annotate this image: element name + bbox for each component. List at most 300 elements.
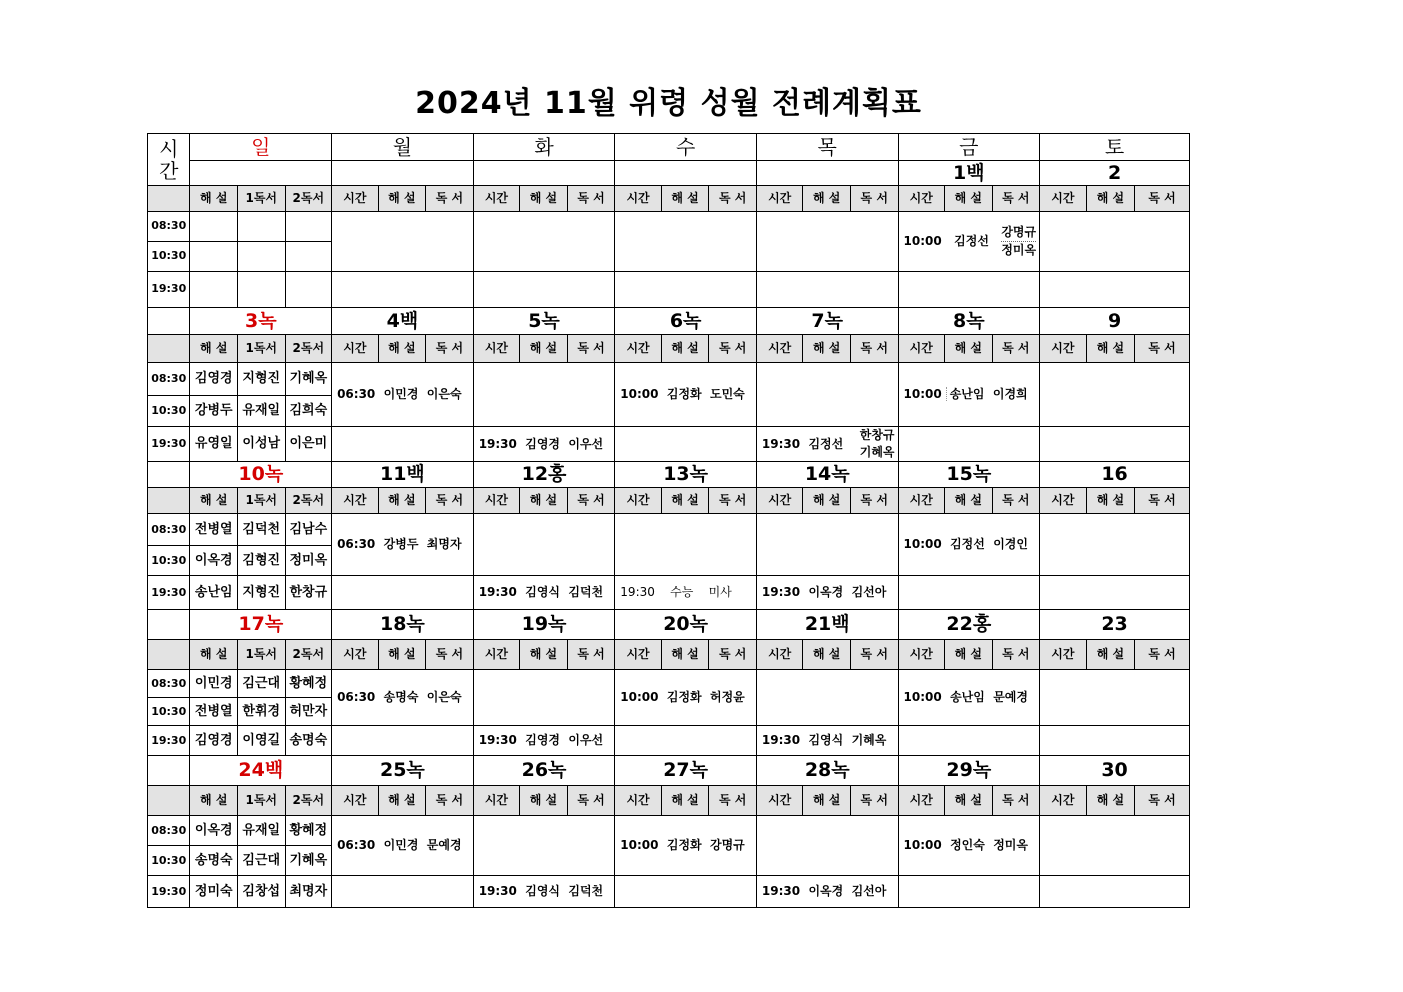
sub-header-weekday: 해 설 bbox=[945, 786, 993, 816]
sunday-minister: 정미숙 bbox=[190, 876, 238, 908]
event-wed bbox=[615, 272, 757, 308]
event-mon: 06:30 이민경 문예경 bbox=[332, 816, 474, 876]
sunday-minister: 전병열 bbox=[190, 514, 238, 546]
sub-header-weekday: 해 설 bbox=[520, 640, 568, 670]
sub-header-sunday: 해 설 bbox=[190, 786, 238, 816]
sub-header-sunday: 해 설 bbox=[190, 186, 238, 212]
date-thu: 14녹 bbox=[756, 462, 898, 488]
sunday-minister: 황혜정 bbox=[285, 816, 332, 846]
sub-header-weekday: 시간 bbox=[898, 488, 945, 514]
sub-header-weekday: 독 서 bbox=[992, 335, 1040, 363]
event-mon bbox=[332, 272, 474, 308]
table-row bbox=[148, 576, 1190, 610]
date-sat: 9 bbox=[1040, 308, 1190, 335]
date-wed: 27녹 bbox=[615, 756, 757, 786]
sub-header-sunday: 해 설 bbox=[190, 640, 238, 670]
sub-header-weekday: 독 서 bbox=[1135, 186, 1190, 212]
sub-header-sunday: 1독서 bbox=[238, 640, 286, 670]
sub-header-weekday: 독 서 bbox=[1135, 640, 1190, 670]
sub-header-weekday: 해 설 bbox=[378, 335, 426, 363]
sub-header-weekday: 독 서 bbox=[567, 335, 615, 363]
sunday-minister bbox=[285, 212, 332, 242]
date-tue: 19녹 bbox=[473, 610, 615, 640]
sub-header-weekday: 해 설 bbox=[945, 335, 993, 363]
sub-header-blank bbox=[148, 640, 190, 670]
sub-header-weekday: 시간 bbox=[898, 335, 945, 363]
sub-header-blank bbox=[148, 488, 190, 514]
event-wed bbox=[615, 427, 757, 462]
sub-header-weekday: 해 설 bbox=[378, 186, 426, 212]
event-fri: 10:00 송난임 문예경 bbox=[898, 670, 1040, 726]
sub-header-weekday: 독 서 bbox=[426, 488, 474, 514]
sub-header-weekday: 독 서 bbox=[992, 488, 1040, 514]
event-time-commentator: 19:30 김정선 bbox=[761, 436, 844, 451]
table-row bbox=[148, 514, 1190, 546]
sub-header-weekday: 시간 bbox=[473, 488, 520, 514]
event-fri bbox=[898, 363, 1040, 427]
day-header-tue: 화 bbox=[473, 134, 615, 161]
event-sat bbox=[1040, 272, 1190, 308]
sub-header-weekday: 시간 bbox=[473, 335, 520, 363]
sub-header-weekday: 시간 bbox=[756, 335, 803, 363]
date-sun bbox=[190, 161, 332, 186]
event-wed bbox=[615, 212, 757, 272]
event-sat bbox=[1040, 212, 1190, 272]
sub-header-weekday: 독 서 bbox=[709, 335, 757, 363]
sunday-minister bbox=[285, 242, 332, 272]
time-header-top: 시 bbox=[159, 136, 179, 161]
sub-header-blank bbox=[148, 186, 190, 212]
event-mon bbox=[332, 726, 474, 756]
sub-header-weekday: 독 서 bbox=[850, 786, 898, 816]
table-row bbox=[148, 462, 1190, 488]
event-tue: 19:30 김영경 이우선 bbox=[473, 726, 615, 756]
sub-header-weekday: 독 서 bbox=[1135, 786, 1190, 816]
sunday-minister: 김덕천 bbox=[238, 514, 286, 546]
sub-header-weekday: 독 서 bbox=[709, 640, 757, 670]
table-row bbox=[148, 726, 1190, 756]
date-sat: 16 bbox=[1040, 462, 1190, 488]
sub-header-sunday: 1독서 bbox=[238, 786, 286, 816]
sunday-minister: 송명숙 bbox=[285, 726, 332, 756]
sub-header-weekday: 해 설 bbox=[520, 786, 568, 816]
sub-header-weekday: 해 설 bbox=[803, 786, 851, 816]
event-reader-2: 정미옥 bbox=[1001, 243, 1037, 257]
date-fri: 29녹 bbox=[898, 756, 1040, 786]
date-sat: 23 bbox=[1040, 610, 1190, 640]
day-header-mon: 월 bbox=[332, 134, 474, 161]
time-label: 19:30 bbox=[148, 576, 190, 610]
event-time: 10:00 bbox=[903, 233, 942, 248]
sub-header-weekday: 해 설 bbox=[378, 488, 426, 514]
time-label: 10:30 bbox=[148, 698, 190, 726]
sunday-minister: 김형진 bbox=[238, 546, 286, 576]
event-wed: 10:00 김정화 도민숙 bbox=[615, 363, 757, 427]
sub-header-weekday: 시간 bbox=[756, 786, 803, 816]
event-sat bbox=[1040, 816, 1190, 876]
table-row bbox=[148, 488, 1190, 514]
time-label: 08:30 bbox=[148, 514, 190, 546]
sunday-minister: 한휘경 bbox=[238, 698, 286, 726]
date-thu bbox=[756, 161, 898, 186]
time-label: 10:30 bbox=[148, 846, 190, 876]
date-spacer bbox=[148, 610, 190, 640]
sub-header-sunday: 2독서 bbox=[285, 488, 332, 514]
date-tue: 5녹 bbox=[473, 308, 615, 335]
sub-header-blank bbox=[148, 786, 190, 816]
event-fri bbox=[898, 876, 1040, 908]
time-label: 19:30 bbox=[148, 726, 190, 756]
sub-header-weekday: 독 서 bbox=[709, 786, 757, 816]
sub-header-weekday: 시간 bbox=[332, 640, 379, 670]
sunday-minister: 송난임 bbox=[190, 576, 238, 610]
table-row bbox=[148, 876, 1190, 908]
event-thu bbox=[756, 427, 898, 462]
sub-header-weekday: 해 설 bbox=[1086, 335, 1135, 363]
event-thu: 19:30 김영식 기혜옥 bbox=[756, 726, 898, 756]
sub-header-weekday: 독 서 bbox=[850, 488, 898, 514]
event-thu bbox=[756, 212, 898, 272]
event-thu: 19:30 이옥경 김선아 bbox=[756, 876, 898, 908]
day-header-sat: 토 bbox=[1040, 134, 1190, 161]
sub-header-weekday: 해 설 bbox=[1086, 640, 1135, 670]
sunday-minister bbox=[238, 242, 286, 272]
sub-header-weekday: 시간 bbox=[615, 640, 662, 670]
date-thu: 28녹 bbox=[756, 756, 898, 786]
event-sat bbox=[1040, 876, 1190, 908]
sub-header-weekday: 시간 bbox=[332, 786, 379, 816]
sunday-minister: 김근대 bbox=[238, 846, 286, 876]
liturgy-schedule-table bbox=[147, 133, 1190, 908]
event-reader-2: 기혜옥 bbox=[859, 445, 895, 460]
sunday-minister: 김영경 bbox=[190, 363, 238, 396]
sub-header-weekday: 독 서 bbox=[992, 786, 1040, 816]
date-fri: 22홍 bbox=[898, 610, 1040, 640]
sunday-minister bbox=[285, 272, 332, 308]
sunday-minister: 유재일 bbox=[238, 396, 286, 427]
sunday-minister: 김영경 bbox=[190, 726, 238, 756]
sub-header-weekday: 해 설 bbox=[1086, 488, 1135, 514]
sunday-minister: 이영길 bbox=[238, 726, 286, 756]
sunday-minister: 이옥경 bbox=[190, 816, 238, 846]
event-fri bbox=[898, 212, 1040, 272]
event-tue bbox=[473, 816, 615, 876]
sunday-minister: 이성남 bbox=[238, 427, 286, 462]
sub-header-weekday: 독 서 bbox=[567, 488, 615, 514]
sub-header-weekday: 해 설 bbox=[520, 186, 568, 212]
time-header bbox=[148, 134, 190, 186]
date-wed: 20녹 bbox=[615, 610, 757, 640]
sub-header-weekday: 시간 bbox=[1040, 335, 1087, 363]
date-spacer bbox=[148, 462, 190, 488]
sunday-minister: 유재일 bbox=[238, 816, 286, 846]
date-sat: 2 bbox=[1040, 161, 1190, 186]
sub-header-weekday: 시간 bbox=[332, 335, 379, 363]
sunday-minister: 이은미 bbox=[285, 427, 332, 462]
sunday-minister bbox=[190, 242, 238, 272]
date-mon: 4백 bbox=[332, 308, 474, 335]
sub-header-sunday: 1독서 bbox=[238, 488, 286, 514]
event-sat bbox=[1040, 363, 1190, 427]
sub-header-weekday: 시간 bbox=[332, 186, 379, 212]
table-row bbox=[148, 161, 1190, 186]
sub-header-weekday: 시간 bbox=[473, 640, 520, 670]
event-fri bbox=[898, 726, 1040, 756]
event-fri: 10:00 정인숙 정미옥 bbox=[898, 816, 1040, 876]
table-row bbox=[148, 756, 1190, 786]
event-sat bbox=[1040, 726, 1190, 756]
sunday-minister: 이민경 bbox=[190, 670, 238, 698]
sunday-minister: 유영일 bbox=[190, 427, 238, 462]
table-row bbox=[148, 610, 1190, 640]
sunday-minister: 허만자 bbox=[285, 698, 332, 726]
sub-header-weekday: 독 서 bbox=[1135, 335, 1190, 363]
time-header-bottom: 간 bbox=[159, 158, 179, 183]
event-tue bbox=[473, 514, 615, 576]
sub-header-weekday: 해 설 bbox=[661, 786, 709, 816]
table-row bbox=[148, 640, 1190, 670]
sub-header-weekday: 독 서 bbox=[567, 186, 615, 212]
time-label: 08:30 bbox=[148, 363, 190, 396]
time-label: 10:30 bbox=[148, 546, 190, 576]
sub-header-sunday: 해 설 bbox=[190, 488, 238, 514]
date-sun: 10녹 bbox=[190, 462, 332, 488]
date-sun: 24백 bbox=[190, 756, 332, 786]
date-mon: 25녹 bbox=[332, 756, 474, 786]
sub-header-weekday: 시간 bbox=[615, 488, 662, 514]
event-time: 10:00 bbox=[903, 386, 942, 401]
sunday-minister: 강병두 bbox=[190, 396, 238, 427]
sub-header-weekday: 해 설 bbox=[378, 640, 426, 670]
sub-header-weekday: 시간 bbox=[1040, 786, 1087, 816]
table-row bbox=[148, 670, 1190, 698]
time-label: 19:30 bbox=[148, 272, 190, 308]
table-row bbox=[148, 786, 1190, 816]
event-wed bbox=[615, 514, 757, 576]
date-spacer bbox=[148, 308, 190, 335]
event-mon bbox=[332, 576, 474, 610]
event-tue bbox=[473, 212, 615, 272]
sub-header-sunday: 2독서 bbox=[285, 186, 332, 212]
sub-header-weekday: 시간 bbox=[756, 488, 803, 514]
table-row bbox=[148, 427, 1190, 462]
sunday-minister: 기혜옥 bbox=[285, 363, 332, 396]
sub-header-weekday: 독 서 bbox=[567, 786, 615, 816]
event-mon: 06:30 송명숙 이은숙 bbox=[332, 670, 474, 726]
day-header-wed: 수 bbox=[615, 134, 757, 161]
date-tue: 12홍 bbox=[473, 462, 615, 488]
sub-header-weekday: 시간 bbox=[615, 186, 662, 212]
date-thu: 21백 bbox=[756, 610, 898, 640]
time-label: 08:30 bbox=[148, 670, 190, 698]
event-thu: 19:30 이옥경 김선아 bbox=[756, 576, 898, 610]
sub-header-weekday: 시간 bbox=[473, 186, 520, 212]
sub-header-weekday: 독 서 bbox=[426, 786, 474, 816]
event-thu bbox=[756, 514, 898, 576]
event-fri bbox=[898, 576, 1040, 610]
event-thu bbox=[756, 363, 898, 427]
event-sat bbox=[1040, 670, 1190, 726]
sunday-minister: 김근대 bbox=[238, 670, 286, 698]
event-sat bbox=[1040, 427, 1190, 462]
time-label: 19:30 bbox=[148, 427, 190, 462]
sub-header-weekday: 해 설 bbox=[661, 640, 709, 670]
sub-header-weekday: 해 설 bbox=[1086, 786, 1135, 816]
sub-header-weekday: 시간 bbox=[756, 186, 803, 212]
event-thu bbox=[756, 670, 898, 726]
sub-header-weekday: 독 서 bbox=[567, 640, 615, 670]
sub-header-weekday: 시간 bbox=[898, 640, 945, 670]
sub-header-weekday: 시간 bbox=[1040, 488, 1087, 514]
sunday-minister: 송명숙 bbox=[190, 846, 238, 876]
sub-header-weekday: 해 설 bbox=[945, 488, 993, 514]
sub-header-weekday: 시간 bbox=[898, 186, 945, 212]
table-row bbox=[148, 212, 1190, 242]
sub-header-weekday: 시간 bbox=[615, 335, 662, 363]
day-header-fri: 금 bbox=[898, 134, 1040, 161]
event-tue: 19:30 김영식 김덕천 bbox=[473, 876, 615, 908]
event-wed: 10:00 김정화 강명규 bbox=[615, 816, 757, 876]
table-row bbox=[148, 186, 1190, 212]
date-sun: 3녹 bbox=[190, 308, 332, 335]
date-fri: 1백 bbox=[898, 161, 1040, 186]
time-label: 08:30 bbox=[148, 816, 190, 846]
date-fri: 8녹 bbox=[898, 308, 1040, 335]
sub-header-weekday: 해 설 bbox=[520, 488, 568, 514]
sub-header-weekday: 독 서 bbox=[426, 640, 474, 670]
event-fri bbox=[898, 272, 1040, 308]
sub-header-weekday: 시간 bbox=[756, 640, 803, 670]
sunday-minister: 최명자 bbox=[285, 876, 332, 908]
event-mon: 06:30 이민경 이은숙 bbox=[332, 363, 474, 427]
sub-header-weekday: 시간 bbox=[615, 786, 662, 816]
sub-header-weekday: 해 설 bbox=[945, 186, 993, 212]
sub-header-weekday: 독 서 bbox=[1135, 488, 1190, 514]
sub-header-weekday: 시간 bbox=[898, 786, 945, 816]
sub-header-sunday: 해 설 bbox=[190, 335, 238, 363]
event-mon: 06:30 강병두 최명자 bbox=[332, 514, 474, 576]
sub-header-sunday: 2독서 bbox=[285, 640, 332, 670]
table-row bbox=[148, 308, 1190, 335]
event-thu bbox=[756, 272, 898, 308]
date-thu: 7녹 bbox=[756, 308, 898, 335]
sub-header-blank bbox=[148, 335, 190, 363]
sunday-minister: 한창규 bbox=[285, 576, 332, 610]
sub-header-weekday: 해 설 bbox=[1086, 186, 1135, 212]
sub-header-weekday: 해 설 bbox=[803, 640, 851, 670]
sub-header-weekday: 시간 bbox=[332, 488, 379, 514]
event-tue bbox=[473, 670, 615, 726]
sub-header-weekday: 독 서 bbox=[426, 335, 474, 363]
date-mon bbox=[332, 161, 474, 186]
event-tue bbox=[473, 363, 615, 427]
event-commentator: 김정선 bbox=[954, 233, 989, 248]
event-sat bbox=[1040, 514, 1190, 576]
date-wed: 13녹 bbox=[615, 462, 757, 488]
day-header-sun: 일 bbox=[190, 134, 332, 161]
sunday-minister: 황혜정 bbox=[285, 670, 332, 698]
sub-header-sunday: 2독서 bbox=[285, 335, 332, 363]
day-header-thu: 목 bbox=[756, 134, 898, 161]
sub-header-weekday: 해 설 bbox=[378, 786, 426, 816]
sub-header-weekday: 독 서 bbox=[709, 186, 757, 212]
sub-header-weekday: 해 설 bbox=[661, 335, 709, 363]
sunday-minister bbox=[190, 212, 238, 242]
sunday-minister: 지형진 bbox=[238, 363, 286, 396]
sub-header-weekday: 독 서 bbox=[850, 335, 898, 363]
table-row bbox=[148, 335, 1190, 363]
sub-header-sunday: 1독서 bbox=[238, 335, 286, 363]
sunday-minister: 이옥경 bbox=[190, 546, 238, 576]
sub-header-sunday: 2독서 bbox=[285, 786, 332, 816]
sunday-minister: 전병열 bbox=[190, 698, 238, 726]
table-row bbox=[148, 134, 1190, 161]
sunday-minister: 정미옥 bbox=[285, 546, 332, 576]
sunday-minister bbox=[238, 212, 286, 242]
event-wed bbox=[615, 876, 757, 908]
event-wed bbox=[615, 726, 757, 756]
time-label: 08:30 bbox=[148, 212, 190, 242]
date-mon: 11백 bbox=[332, 462, 474, 488]
sunday-minister bbox=[190, 272, 238, 308]
sub-header-weekday: 독 서 bbox=[426, 186, 474, 212]
event-mon bbox=[332, 876, 474, 908]
sunday-minister: 김남수 bbox=[285, 514, 332, 546]
sub-header-weekday: 시간 bbox=[1040, 186, 1087, 212]
date-mon: 18녹 bbox=[332, 610, 474, 640]
time-label: 19:30 bbox=[148, 876, 190, 908]
time-label: 10:30 bbox=[148, 396, 190, 427]
sub-header-sunday: 1독서 bbox=[238, 186, 286, 212]
event-fri: 10:00 김정선 이경인 bbox=[898, 514, 1040, 576]
sunday-minister: 김창섭 bbox=[238, 876, 286, 908]
date-sat: 30 bbox=[1040, 756, 1190, 786]
event-sat bbox=[1040, 576, 1190, 610]
sub-header-weekday: 독 서 bbox=[850, 640, 898, 670]
date-fri: 15녹 bbox=[898, 462, 1040, 488]
sub-header-weekday: 해 설 bbox=[945, 640, 993, 670]
event-wed: 19:30 수능 미사 bbox=[615, 576, 757, 610]
event-names: 송난임 이경희 bbox=[946, 387, 1028, 401]
event-wed: 10:00 김정화 허정윤 bbox=[615, 670, 757, 726]
sub-header-weekday: 해 설 bbox=[661, 488, 709, 514]
event-tue bbox=[473, 272, 615, 308]
date-sun: 17녹 bbox=[190, 610, 332, 640]
event-tue: 19:30 김영경 이우선 bbox=[473, 427, 615, 462]
page-title: 2024년 11월 위령 성월 전례계획표 bbox=[415, 86, 922, 121]
sub-header-weekday: 해 설 bbox=[803, 488, 851, 514]
event-thu bbox=[756, 816, 898, 876]
event-reader-1: 강명규 bbox=[1001, 224, 1036, 242]
date-spacer bbox=[148, 756, 190, 786]
sub-header-weekday: 독 서 bbox=[992, 186, 1040, 212]
event-tue: 19:30 김영식 김덕천 bbox=[473, 576, 615, 610]
event-mon bbox=[332, 212, 474, 272]
sub-header-weekday: 시간 bbox=[473, 786, 520, 816]
sub-header-weekday: 독 서 bbox=[709, 488, 757, 514]
date-wed bbox=[615, 161, 757, 186]
table-row bbox=[148, 363, 1190, 396]
sub-header-weekday: 독 서 bbox=[850, 186, 898, 212]
sunday-minister: 김희숙 bbox=[285, 396, 332, 427]
date-tue: 26녹 bbox=[473, 756, 615, 786]
sub-header-weekday: 시간 bbox=[1040, 640, 1087, 670]
event-mon bbox=[332, 427, 474, 462]
date-tue bbox=[473, 161, 615, 186]
table-row bbox=[148, 816, 1190, 846]
sub-header-weekday: 해 설 bbox=[520, 335, 568, 363]
event-reader-1: 한창규 bbox=[859, 428, 895, 442]
